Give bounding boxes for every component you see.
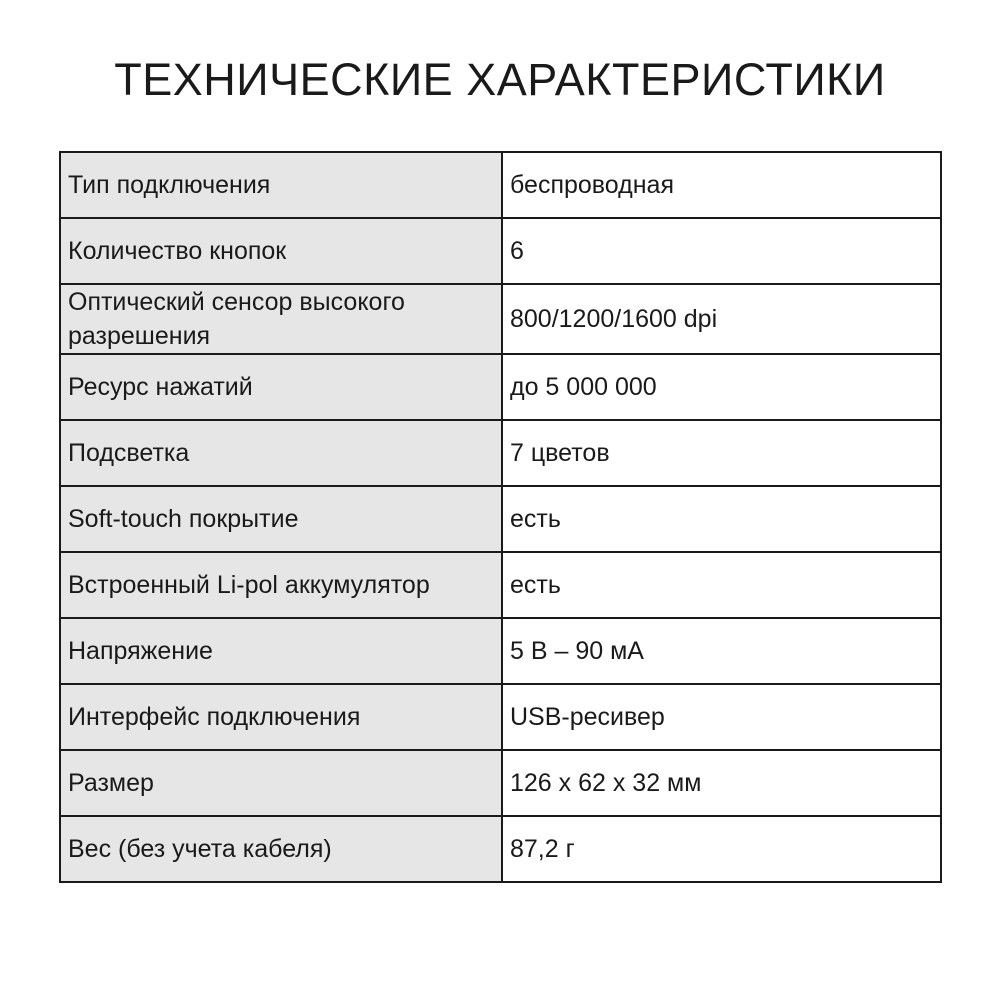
spec-label: Встроенный Li-pol аккумулятор	[60, 552, 502, 618]
spec-label: Интерфейс подключения	[60, 684, 502, 750]
spec-label: Подсветка	[60, 420, 502, 486]
spec-label: Количество кнопок	[60, 218, 502, 284]
table-row	[60, 816, 941, 882]
spec-value: беспроводная	[502, 152, 941, 218]
spec-label: Ресурс нажатий	[60, 354, 502, 420]
table-row	[60, 684, 941, 750]
spec-value: 126 х 62 х 32 мм	[502, 750, 941, 816]
spec-value: 800/1200/1600 dpi	[502, 284, 941, 354]
spec-value: 87,2 г	[502, 816, 941, 882]
spec-value: 7 цветов	[502, 420, 941, 486]
table-row	[60, 618, 941, 684]
spec-label: Тип подключения	[60, 152, 502, 218]
spec-label: Размер	[60, 750, 502, 816]
table-row	[60, 218, 941, 284]
spec-value: 6	[502, 218, 941, 284]
table-row	[60, 552, 941, 618]
table-row	[60, 152, 941, 218]
table-row	[60, 284, 941, 354]
table-row	[60, 420, 941, 486]
spec-label: Напряжение	[60, 618, 502, 684]
spec-value: есть	[502, 486, 941, 552]
page-title: ТЕХНИЧЕСКИЕ ХАРАКТЕРИСТИКИ	[114, 54, 886, 105]
spec-label: Вес (без учета кабеля)	[60, 816, 502, 882]
spec-label: Soft-touch покрытие	[60, 486, 502, 552]
spec-value: USB-ресивер	[502, 684, 941, 750]
spec-value: 5 В – 90 мА	[502, 618, 941, 684]
table-row	[60, 354, 941, 420]
spec-value: до 5 000 000	[502, 354, 941, 420]
spec-value: есть	[502, 552, 941, 618]
specifications-table	[59, 151, 942, 883]
spec-label: Оптический сенсор высокого разрешения	[60, 284, 502, 354]
table-row	[60, 486, 941, 552]
table-row	[60, 750, 941, 816]
